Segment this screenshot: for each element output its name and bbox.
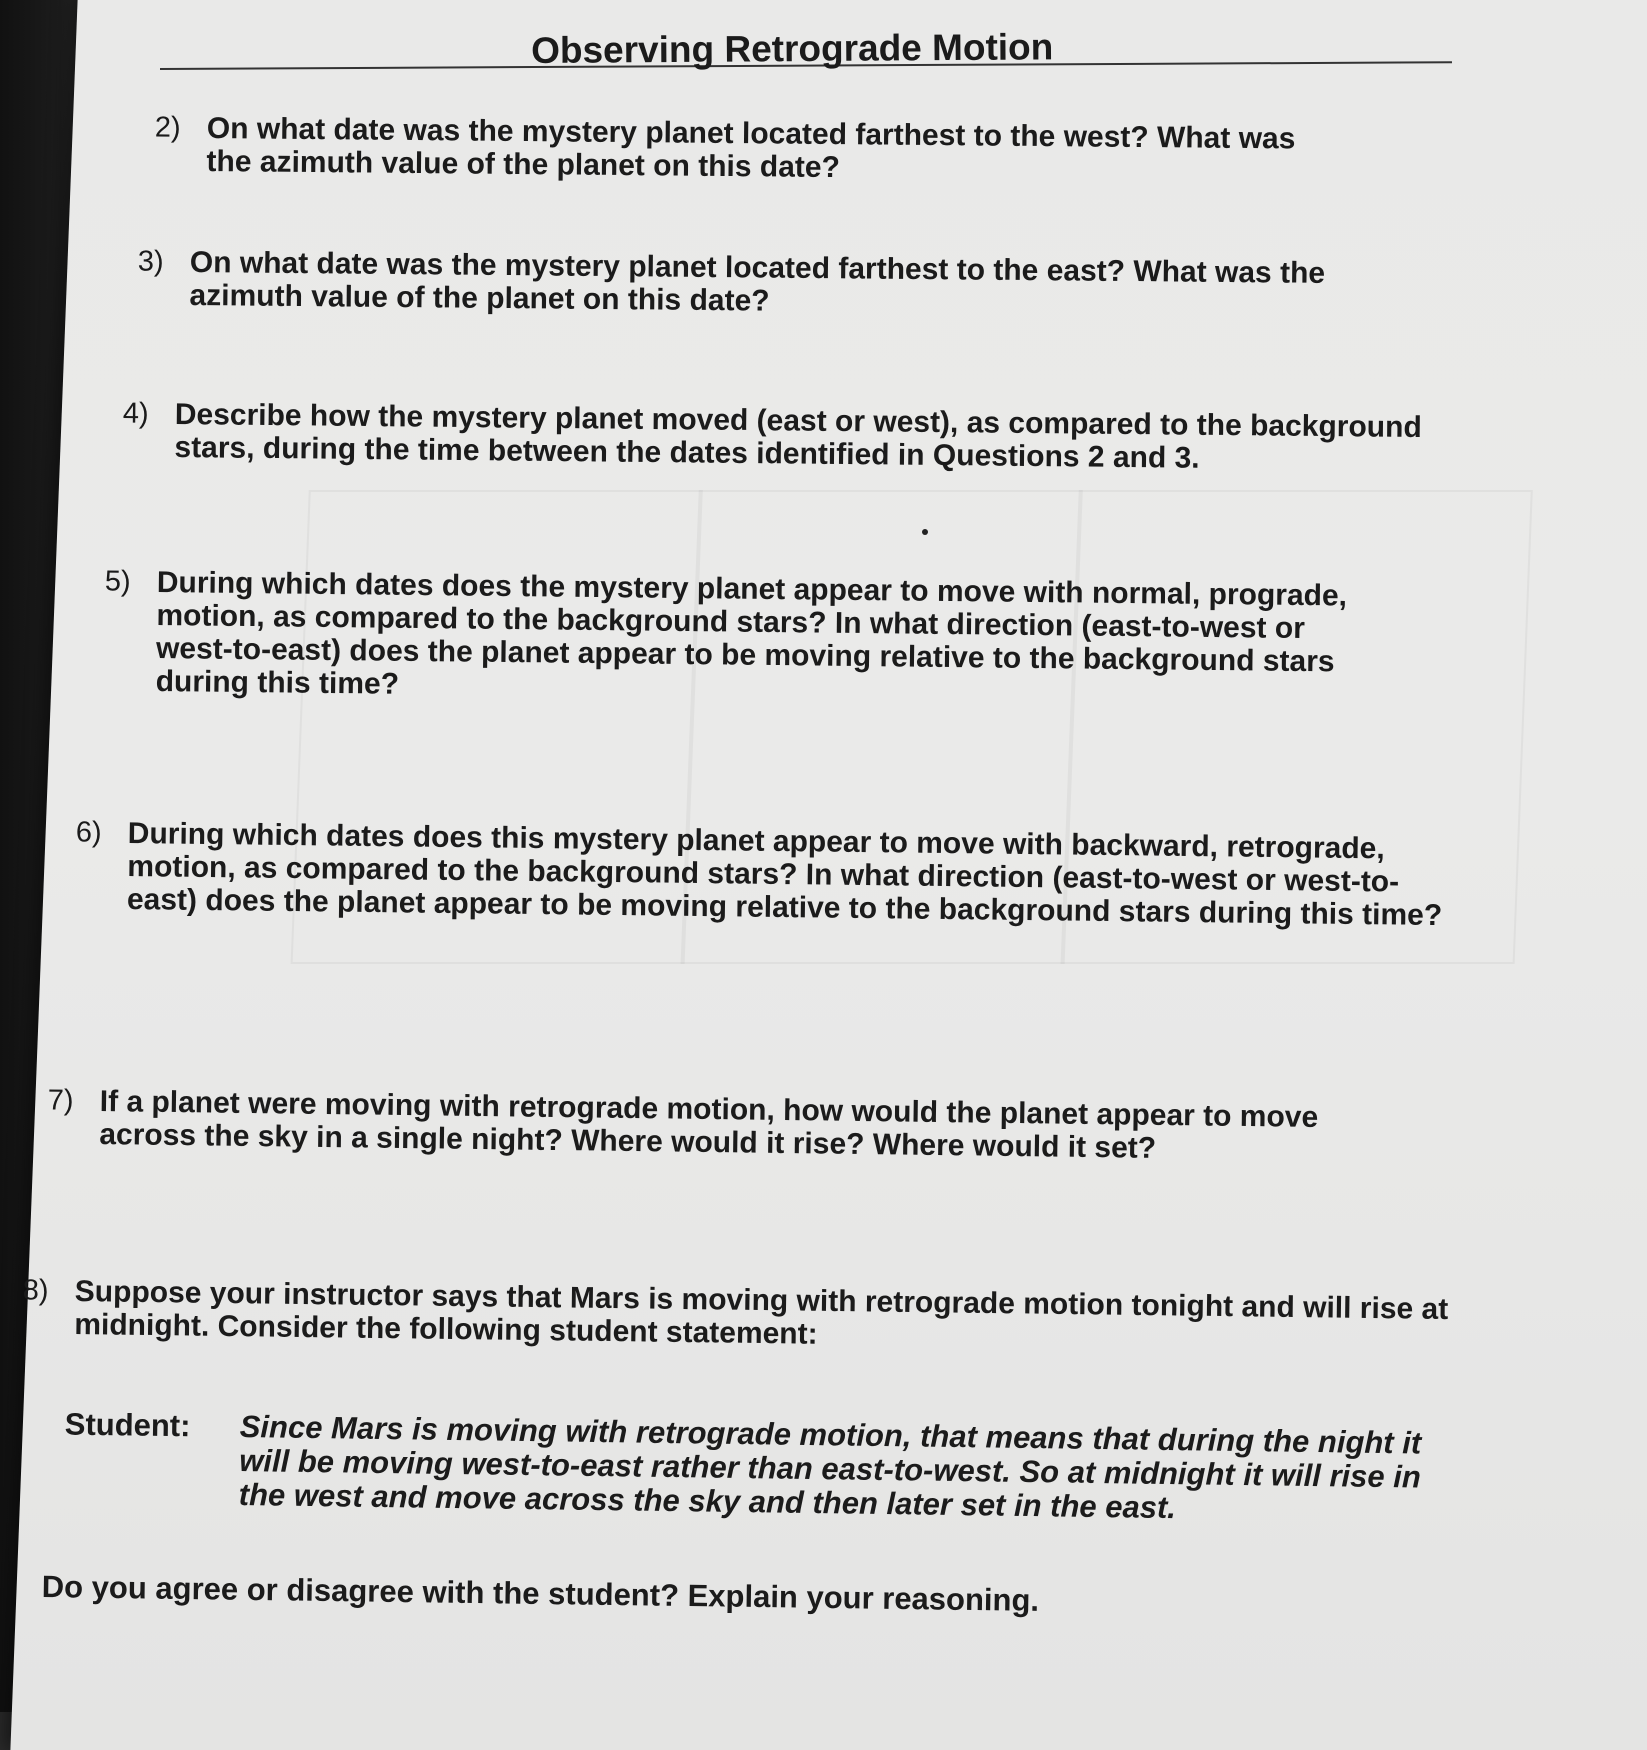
question-text: On what date was the mystery planet located farthest to the west? What was the azimuth value of the planet on this date? — [206, 112, 1296, 185]
question-2 — [154, 111, 1347, 189]
question-text: During which dates does this mystery planet appear to move with backward, retrograde, motion, as compared to the background stars? In what direction (east-to-west or west-to-east) does the planet appear to be moving relative to the background stars during this time? — [126, 817, 1443, 933]
question-8 — [22, 1274, 1465, 1359]
question-number: 4) — [122, 397, 149, 430]
question-number: 8) — [22, 1274, 49, 1307]
question-number: 5) — [104, 565, 131, 598]
question-4 — [122, 397, 1445, 477]
student-statement — [64, 1406, 1460, 1529]
question-text: If a planet were moving with retrograde motion, how would the planet appear to move across the sky in a single night? Where would it rise? Where would it set? — [99, 1085, 1319, 1165]
question-3 — [137, 245, 1350, 323]
question-number: 7) — [47, 1084, 74, 1117]
question-text: Suppose your instructor says that Mars is moving with retrograde motion tonight and will rise at midnight. Consider the following student statement: — [74, 1275, 1449, 1351]
question-6 — [75, 816, 1448, 933]
question-number: 2) — [154, 111, 181, 144]
paper-speck — [922, 529, 928, 535]
question-5 — [104, 565, 1377, 712]
question-7 — [47, 1084, 1420, 1168]
question-number: 3) — [137, 245, 164, 278]
question-text: Describe how the mystery planet moved (east or west), as compared to the background stars, during the time between the dates identified in Questions 2 and 3. — [174, 398, 1422, 475]
question-text: On what date was the mystery planet located farthest to the east? What was the azimuth value of the planet on this date? — [189, 246, 1326, 318]
question-number: 6) — [75, 816, 102, 849]
page-title: Observing Retrograde Motion — [530, 26, 1054, 71]
student-quote: Since Mars is moving with retrograde motion, that means that during the night it will be moving west-to-east rather than east-to-west. So at midnight it will rise in the west and move across the sky and then later set in the east. — [238, 1409, 1422, 1526]
question-text: During which dates does the mystery planet appear to move with normal, prograde, motion, as compared to the background stars? In what direction (east-to-west or west-to-east) does the planet appear to be moving relative to the background stars during this time? — [155, 566, 1348, 701]
closing-prompt: Do you agree or disagree with the student? Explain your reasoning. — [41, 1569, 1040, 1618]
student-label: Student: — [64, 1406, 191, 1444]
